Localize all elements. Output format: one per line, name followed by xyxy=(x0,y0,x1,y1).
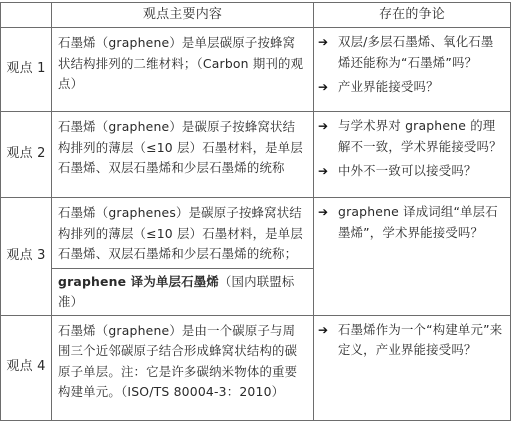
arrow-right-icon: ➔ xyxy=(318,35,329,49)
dispute-item xyxy=(318,202,506,243)
arrow-right-icon: ➔ xyxy=(318,205,329,219)
dispute-item xyxy=(318,161,506,182)
row-content-bold: graphene 译为单层石墨烯 xyxy=(58,273,219,289)
table-row xyxy=(1,112,511,198)
dispute-text: 双层/多层石墨烯、氧化石墨烯还能称为“石墨烯”吗？ xyxy=(338,34,494,70)
row-content: 石墨烯（graphene）是由一个碳原子与周围三个近邻碳原子结合形成蜂窝状结构的碳原子单层。注：它是许多碳纳米物体的重要构建单元。（ISO/TS 80004-3：2010） xyxy=(52,315,314,420)
header-cell-disputes: 存在的争论 xyxy=(314,3,511,28)
arrow-right-icon: ➔ xyxy=(318,322,329,337)
dispute-text: 石墨烯作为一个“构建单元”来定义，产业界能接受吗？ xyxy=(338,321,503,357)
row-disputes xyxy=(314,28,511,112)
dispute-text: 与学术界对 graphene 的理解不一致，学术界能接受吗？ xyxy=(338,118,502,154)
row-content xyxy=(52,198,314,316)
row-label: 观点 4 xyxy=(1,315,52,420)
row-label: 观点 3 xyxy=(1,198,52,316)
dispute-item xyxy=(318,320,506,361)
row-label: 观点 2 xyxy=(1,112,52,198)
row-content-text: 石墨烯（graphenes）是碳原子按蜂窝状结构排列的薄层（≤10 层）石墨材料，是单层石墨烯、双层石墨烯和少层石墨烯的统称； xyxy=(58,205,303,261)
row-disputes xyxy=(314,315,511,420)
arrow-right-icon: ➔ xyxy=(318,164,329,178)
dispute-item xyxy=(318,116,506,157)
table-header-row xyxy=(1,3,511,28)
dispute-text: 产业界能接受吗？ xyxy=(338,79,439,94)
table-row xyxy=(1,315,511,420)
header-cell-content: 观点主要内容 xyxy=(52,3,314,28)
row-disputes xyxy=(314,112,511,198)
dispute-item xyxy=(318,32,506,73)
row-content: 石墨烯（graphene）是单层碳原子按蜂窝状结构排列的二维材料；（Carbon 期刊的观点） xyxy=(52,28,314,112)
table-row xyxy=(1,28,511,112)
graphene-definition-table xyxy=(0,2,511,421)
header-cell-label xyxy=(1,3,52,28)
arrow-right-icon: ➔ xyxy=(318,80,329,94)
row-content-note xyxy=(52,268,313,313)
row-disputes xyxy=(314,198,511,316)
dispute-item xyxy=(318,77,506,98)
row-content-source: （国内联盟标准） xyxy=(58,273,295,309)
dispute-text: 中外不一致可以接受吗？ xyxy=(338,163,477,178)
arrow-right-icon: ➔ xyxy=(318,119,329,133)
table-row xyxy=(1,198,511,316)
row-label: 观点 1 xyxy=(1,28,52,112)
dispute-text: graphene 译成词组“单层石墨烯”，学术界能接受吗？ xyxy=(338,204,498,240)
row-content: 石墨烯（graphene）是碳原子按蜂窝状结构排列的薄层（≤10 层）石墨材料，是单层石墨烯、双层石墨烯和少层石墨烯的统称 xyxy=(52,112,314,198)
